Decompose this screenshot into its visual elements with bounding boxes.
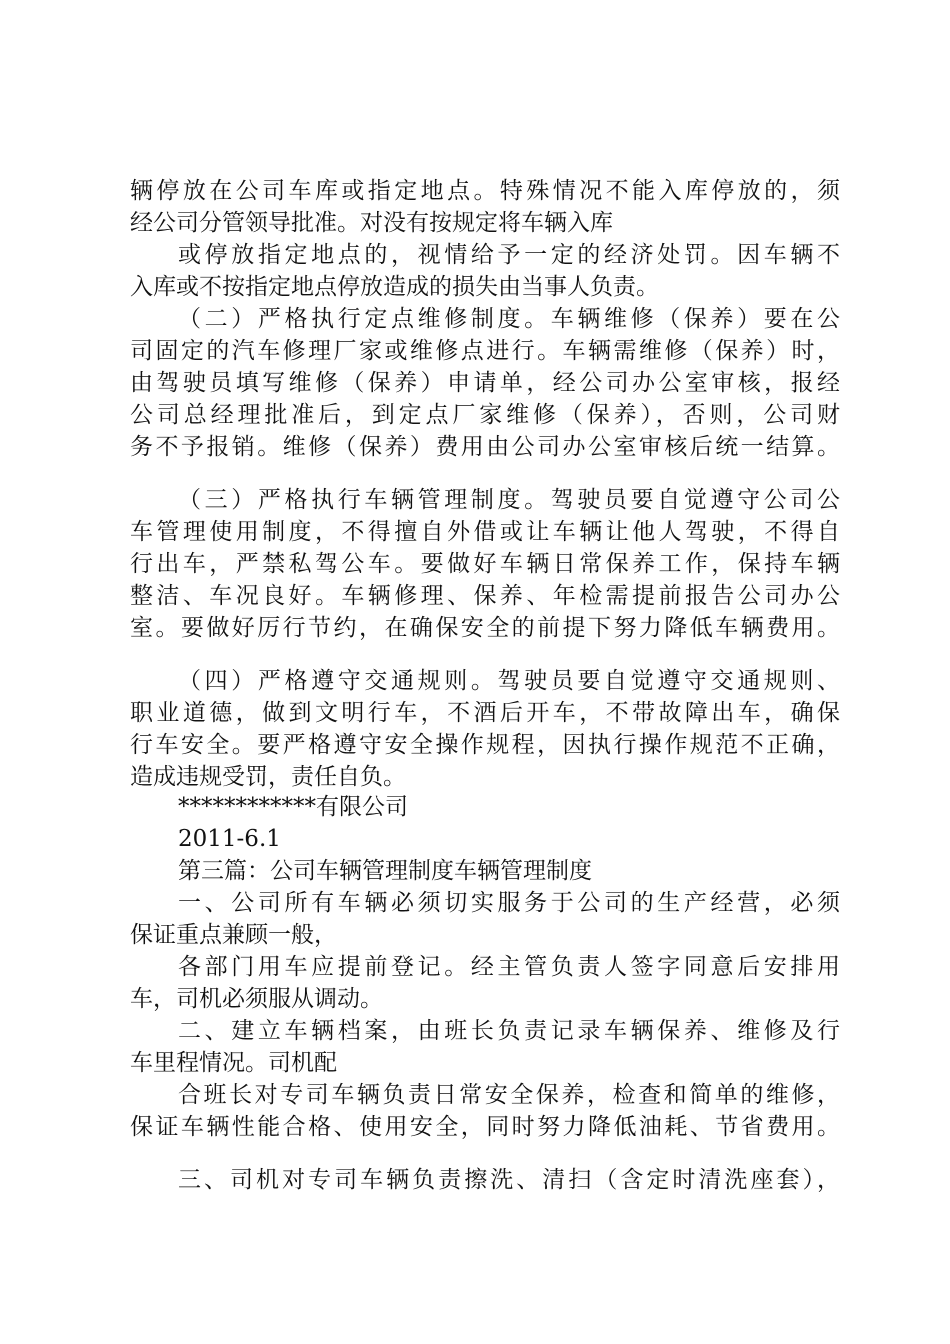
- text-line: （二）严格执行定点维修制度。车辆维修（保养）要在公: [178, 306, 840, 332]
- text-line: 经公司分管领导批准。对没有按规定将车辆入库: [130, 210, 613, 236]
- text-line: 或停放指定地点的，视情给予一定的经济处罚。因车辆不: [178, 242, 840, 268]
- text-line: 造成违规受罚，责任自负。: [130, 764, 406, 790]
- text-line: 一、公司所有车辆必须切实服务于公司的生产经营，必须: [178, 890, 840, 916]
- text-line: 车管理使用制度，不得擅自外借或让车辆让他人驾驶，不得自: [130, 519, 840, 545]
- section-title: 第三篇：公司车辆管理制度车辆管理制度: [178, 858, 592, 884]
- text-line: 辆停放在公司车库或指定地点。特殊情况不能入库停放的，须: [130, 178, 840, 204]
- text-line: 整洁、车况良好。车辆修理、保养、年检需提前报告公司办公: [130, 583, 840, 609]
- text-line: 行车安全。要严格遵守安全操作规程，因执行操作规范不正确，: [130, 732, 840, 758]
- text-line: 由驾驶员填写维修（保养）申请单，经公司办公室审核，报经: [130, 370, 840, 396]
- text-line: 车，司机必须服从调动。: [130, 986, 383, 1012]
- text-line: 务不予报销。维修（保养）费用由公司办公室审核后统一结算。: [130, 434, 840, 460]
- document-date: 2011-6.1: [178, 826, 281, 852]
- text-line: 保证车辆性能合格、使用安全，同时努力降低油耗、节省费用。: [130, 1114, 840, 1140]
- text-line: 各部门用车应提前登记。经主管负责人签字同意后安排用: [178, 954, 840, 980]
- text-line: 室。要做好厉行节约，在确保安全的前提下努力降低车辆费用。: [130, 615, 840, 641]
- text-line: 公司总经理批准后，到定点厂家维修（保养），否则，公司财: [130, 402, 840, 428]
- company-signature: ************有限公司: [178, 794, 408, 820]
- text-line: （三）严格执行车辆管理制度。驾驶员要自觉遵守公司公: [178, 487, 840, 513]
- text-line: 三、司机对专司车辆负责擦洗、清扫（含定时清洗座套），: [178, 1167, 840, 1193]
- text-line: 司固定的汽车修理厂家或维修点进行。车辆需维修（保养）时，: [130, 338, 840, 364]
- text-line: 保证重点兼顾一般，: [130, 922, 337, 948]
- text-line: 车里程情况。司机配: [130, 1050, 337, 1076]
- text-line: 合班长对专司车辆负责日常安全保养，检查和简单的维修，: [178, 1082, 840, 1108]
- text-line: 二、建立车辆档案，由班长负责记录车辆保养、维修及行: [178, 1018, 840, 1044]
- text-line: 入库或不按指定地点停放造成的损失由当事人负责。: [130, 274, 659, 300]
- text-line: 行出车，严禁私驾公车。要做好车辆日常保养工作，保持车辆: [130, 551, 840, 577]
- text-line: 职业道德，做到文明行车，不酒后开车，不带故障出车，确保: [130, 700, 840, 726]
- text-line: （四）严格遵守交通规则。驾驶员要自觉遵守交通规则、: [178, 668, 840, 694]
